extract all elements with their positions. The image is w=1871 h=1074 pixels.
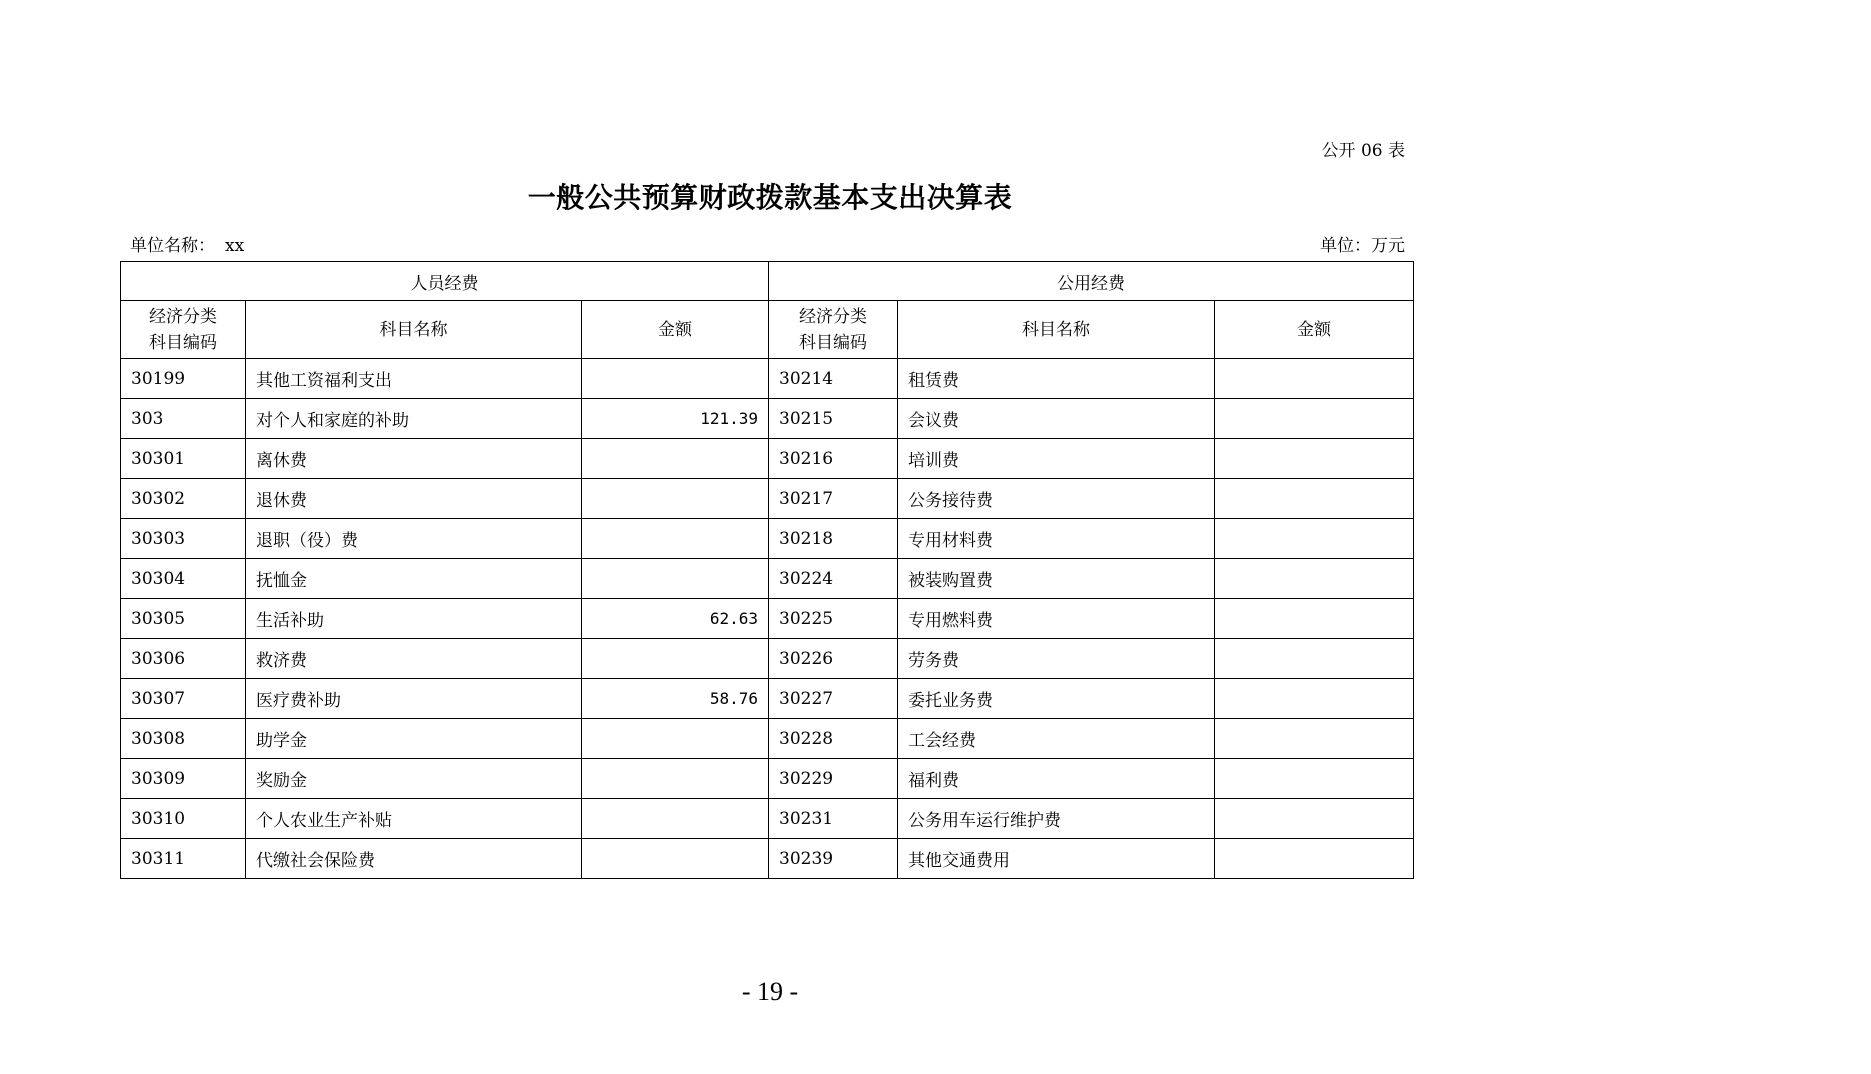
- public-amount-cell: [1215, 479, 1414, 519]
- personnel-amount-cell: [582, 479, 769, 519]
- personnel-amount-cell: [582, 839, 769, 879]
- personnel-code-cell: 30199: [121, 359, 246, 399]
- table-row: [121, 759, 1414, 799]
- personnel-name-cell: 救济费: [246, 639, 582, 679]
- group-public-header: 公用经费: [769, 262, 1414, 301]
- public-name-cell: 工会经费: [898, 719, 1215, 759]
- public-amount-cell: [1215, 799, 1414, 839]
- personnel-name-header: 科目名称: [246, 301, 582, 359]
- page-number: - 19 -: [741, 977, 799, 1006]
- personnel-name-cell: 代缴社会保险费: [246, 839, 582, 879]
- public-name-cell: 专用材料费: [898, 519, 1215, 559]
- personnel-code-cell: 30305: [121, 599, 246, 639]
- personnel-name-cell: 个人农业生产补贴: [246, 799, 582, 839]
- public-amount-cell: [1215, 719, 1414, 759]
- table-body: [121, 262, 1414, 879]
- public-code-cell: 30217: [769, 479, 898, 519]
- public-amount-cell: [1215, 359, 1414, 399]
- personnel-amount-cell: [582, 439, 769, 479]
- table-row: [121, 479, 1414, 519]
- public-code-cell: 30216: [769, 439, 898, 479]
- personnel-code-cell: 30302: [121, 479, 246, 519]
- table-row: [121, 719, 1414, 759]
- public-code-cell: 30215: [769, 399, 898, 439]
- group-personnel-header: 人员经费: [121, 262, 769, 301]
- public-amount-cell: [1215, 559, 1414, 599]
- table-row: [121, 839, 1414, 879]
- personnel-code-cell: 30310: [121, 799, 246, 839]
- personnel-amount-cell: [582, 559, 769, 599]
- personnel-name-cell: 退职（役）费: [246, 519, 582, 559]
- group-header-row: [121, 262, 1414, 301]
- code-header-line2: 科目编码: [799, 332, 868, 353]
- personnel-name-cell: 抚恤金: [246, 559, 582, 599]
- personnel-code-cell: 30304: [121, 559, 246, 599]
- personnel-amount-cell: [582, 759, 769, 799]
- unit-name: [130, 231, 244, 256]
- personnel-code-cell: 30301: [121, 439, 246, 479]
- column-header-row: [121, 301, 1414, 359]
- public-amount-cell: [1215, 599, 1414, 639]
- public-name-cell: 培训费: [898, 439, 1215, 479]
- budget-table: [120, 261, 1414, 879]
- public-code-cell: 30214: [769, 359, 898, 399]
- public-code-header: [769, 301, 898, 359]
- public-name-cell: 委托业务费: [898, 679, 1215, 719]
- personnel-amount-cell: 121.39: [582, 399, 769, 439]
- public-name-cell: 专用燃料费: [898, 599, 1215, 639]
- personnel-amount-cell: [582, 639, 769, 679]
- unit-name-value: xx: [225, 236, 245, 256]
- code-header-line2: 科目编码: [149, 332, 217, 353]
- public-amount-cell: [1215, 399, 1414, 439]
- unit-label: 单位：万元: [1320, 236, 1405, 256]
- public-name-header: 科目名称: [898, 301, 1215, 359]
- public-code-cell: 30231: [769, 799, 898, 839]
- public-name-cell: 公务接待费: [898, 479, 1215, 519]
- personnel-name-cell: 医疗费补助: [246, 679, 582, 719]
- public-amount-header: 金额: [1215, 301, 1414, 359]
- personnel-name-cell: 其他工资福利支出: [246, 359, 582, 399]
- public-code-cell: 30227: [769, 679, 898, 719]
- public-name-cell: 被装购置费: [898, 559, 1215, 599]
- personnel-code-cell: 30303: [121, 519, 246, 559]
- public-code-cell: 30218: [769, 519, 898, 559]
- form-code: 公开 06 表: [1321, 141, 1405, 161]
- public-name-cell: 劳务费: [898, 639, 1215, 679]
- table-row: [121, 439, 1414, 479]
- personnel-amount-cell: 58.76: [582, 679, 769, 719]
- personnel-name-cell: 生活补助: [246, 599, 582, 639]
- personnel-code-header: [121, 301, 246, 359]
- personnel-code-cell: 30309: [121, 759, 246, 799]
- table-row: [121, 599, 1414, 639]
- public-code-cell: 30226: [769, 639, 898, 679]
- personnel-amount-header: 金额: [582, 301, 769, 359]
- unit-name-label: 单位名称：: [130, 236, 215, 256]
- personnel-code-cell: 30308: [121, 719, 246, 759]
- public-code-cell: 30224: [769, 559, 898, 599]
- public-amount-cell: [1215, 439, 1414, 479]
- personnel-code-cell: 30306: [121, 639, 246, 679]
- code-header-line1: 经济分类: [149, 306, 217, 327]
- personnel-code-cell: 30307: [121, 679, 246, 719]
- public-amount-cell: [1215, 759, 1414, 799]
- personnel-amount-cell: 62.63: [582, 599, 769, 639]
- personnel-amount-cell: [582, 359, 769, 399]
- personnel-code-cell: 30311: [121, 839, 246, 879]
- table-row: [121, 559, 1414, 599]
- code-header-line1: 经济分类: [799, 306, 868, 327]
- page-title: 一般公共预算财政拨款基本支出决算表: [527, 181, 1013, 214]
- personnel-code-cell: 303: [121, 399, 246, 439]
- personnel-name-cell: 助学金: [246, 719, 582, 759]
- personnel-name-cell: 奖励金: [246, 759, 582, 799]
- personnel-amount-cell: [582, 519, 769, 559]
- table-row: [121, 679, 1414, 719]
- public-code-cell: 30228: [769, 719, 898, 759]
- table-row: [121, 639, 1414, 679]
- personnel-name-cell: 离休费: [246, 439, 582, 479]
- table-row: [121, 359, 1414, 399]
- public-name-cell: 其他交通费用: [898, 839, 1215, 879]
- public-code-cell: 30229: [769, 759, 898, 799]
- public-name-cell: 会议费: [898, 399, 1215, 439]
- public-name-cell: 租赁费: [898, 359, 1215, 399]
- personnel-name-cell: 退休费: [246, 479, 582, 519]
- public-code-cell: 30225: [769, 599, 898, 639]
- personnel-amount-cell: [582, 719, 769, 759]
- public-amount-cell: [1215, 679, 1414, 719]
- personnel-name-cell: 对个人和家庭的补助: [246, 399, 582, 439]
- public-amount-cell: [1215, 839, 1414, 879]
- public-code-cell: 30239: [769, 839, 898, 879]
- public-amount-cell: [1215, 639, 1414, 679]
- table-row: [121, 399, 1414, 439]
- table-row: [121, 519, 1414, 559]
- personnel-amount-cell: [582, 799, 769, 839]
- public-name-cell: 公务用车运行维护费: [898, 799, 1215, 839]
- public-amount-cell: [1215, 519, 1414, 559]
- table-row: [121, 799, 1414, 839]
- public-name-cell: 福利费: [898, 759, 1215, 799]
